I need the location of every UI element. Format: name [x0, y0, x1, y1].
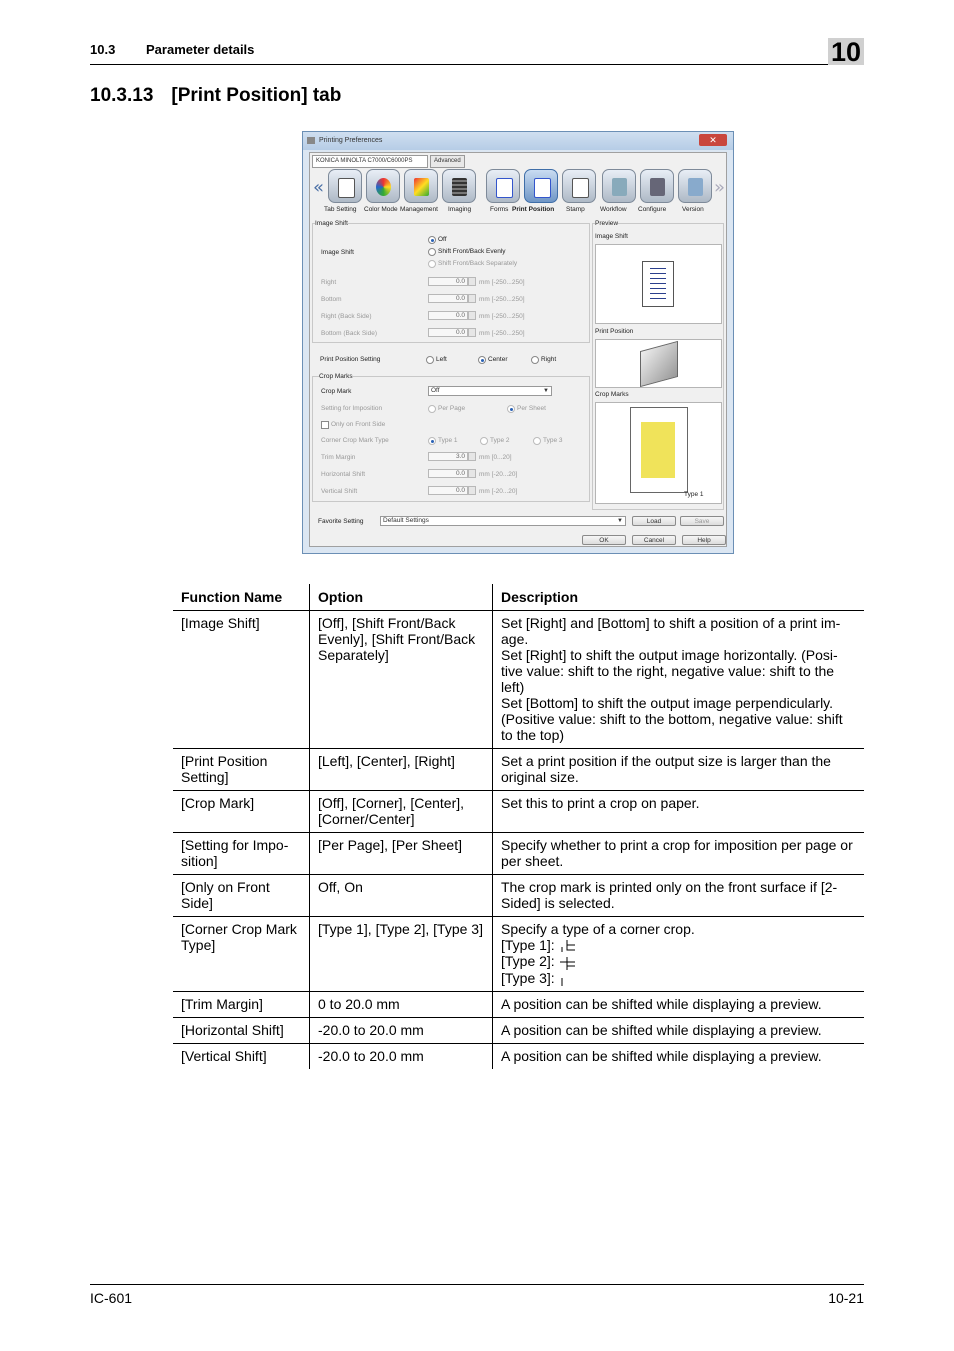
ok-button[interactable]: OK — [582, 535, 626, 545]
shift-evenly-radio[interactable] — [428, 248, 436, 256]
table-row — [173, 833, 864, 875]
function-name-cell: [Crop Mark] — [173, 791, 310, 833]
per-page-radio[interactable] — [428, 405, 436, 413]
field-label: Bottom — [321, 296, 342, 303]
range-label: mm [-20...20] — [479, 488, 518, 495]
preview-group — [592, 220, 724, 510]
scroll-right-icon[interactable]: » — [714, 177, 726, 198]
option-cell: -20.0 to 20.0 mm — [310, 1043, 493, 1069]
table-row — [173, 875, 864, 917]
tab-setting-button[interactable] — [328, 169, 362, 203]
footer-product: IC-601 — [90, 1290, 133, 1306]
section-number: 10.3 — [90, 42, 116, 57]
field-label: Horizontal Shift — [321, 471, 366, 478]
field-label: Bottom (Back Side) — [321, 330, 377, 337]
dialog-title: Printing Preferences — [319, 137, 383, 144]
image-shift-off-radio[interactable] — [428, 236, 436, 244]
option-cell: [Left], [Center], [Right] — [310, 749, 493, 791]
field-label: Vertical Shift — [321, 488, 358, 495]
function-name-cell: [Setting for Impo-sition] — [173, 833, 310, 875]
crop-mark-select[interactable] — [428, 386, 552, 396]
toolbar-label: Tab Setting — [324, 206, 357, 213]
page-thumbnail — [642, 261, 674, 307]
description-cell — [493, 611, 865, 749]
toolbar-label: Print Position — [512, 206, 555, 213]
print-area — [641, 422, 675, 478]
description-cell — [493, 917, 865, 992]
favorite-select[interactable] — [380, 516, 626, 526]
image-shift-group-title: Image Shift — [315, 220, 348, 227]
field-label: Right — [321, 279, 337, 286]
image-shift-label: Image Shift — [321, 249, 354, 256]
toolbar-label: Version — [682, 206, 704, 213]
printer-icon — [307, 137, 315, 144]
column-header: Description — [493, 584, 865, 611]
color-mode-button[interactable] — [366, 169, 400, 203]
function-name-cell: [Trim Margin] — [173, 991, 310, 1017]
type-label: [Type 3]: — [501, 969, 555, 986]
workflow-button[interactable] — [602, 169, 636, 203]
column-header: Function Name — [173, 584, 310, 611]
type2-radio[interactable] — [480, 437, 488, 445]
right-input[interactable]: 0.0 — [428, 277, 468, 286]
tab-printer[interactable]: KONICA MINOLTA C7000/C6000PS — [312, 155, 428, 168]
function-name-cell: [Image Shift] — [173, 611, 310, 749]
radio-label: Shift Front/Back Evenly — [438, 248, 506, 255]
footer-page-number: 10-21 — [828, 1290, 864, 1306]
crop-marks-group-title: Crop Marks — [319, 373, 353, 380]
description-cell: Set this to print a crop on paper. — [493, 791, 865, 833]
function-name-cell: [Only on Front Side] — [173, 875, 310, 917]
heading-number: 10.3.13 — [90, 85, 154, 106]
table-header-row — [173, 584, 864, 611]
type3-line — [501, 970, 856, 986]
page-thumbnail — [630, 407, 688, 493]
table-row — [173, 1017, 864, 1043]
right-back-input[interactable]: 0.0 — [428, 311, 468, 320]
description-cell: The crop mark is printed only on the front surface if [2-Sided] is selected. — [493, 875, 865, 917]
toolbar-label: Color Mode — [364, 206, 398, 213]
function-toolbar — [313, 169, 726, 217]
toolbar-label: Management — [400, 206, 438, 213]
shift-separately-radio[interactable] — [428, 260, 436, 268]
description-line: Set [Right] and [Bottom] to shift a position of a print im-age. — [501, 615, 841, 647]
dialog-titlebar — [303, 132, 733, 150]
favorite-value: Default Settings — [383, 517, 429, 524]
chevron-down-icon: ▼ — [617, 518, 623, 524]
table-row — [173, 749, 864, 791]
preview-print-position-label: Print Position — [595, 328, 634, 335]
function-name-cell: [Vertical Shift] — [181, 1047, 267, 1064]
print-position-preview — [595, 339, 722, 388]
vertical-shift-input[interactable]: 0.0 — [428, 486, 468, 495]
description-line: Specify a type of a corner crop. — [501, 921, 695, 937]
trim-margin-spinner[interactable] — [468, 452, 476, 461]
close-button[interactable]: ✕ — [699, 134, 727, 146]
toolbar-label: Configure — [638, 206, 667, 213]
type3-radio[interactable] — [533, 437, 541, 445]
section-title: Parameter details — [146, 42, 255, 57]
table-row — [173, 611, 864, 749]
description-line: Set [Bottom] to shift the output image perpendicularly. (Positive value: shift to the bottom, negative value: shift to the top) — [501, 695, 843, 743]
image-shift-group — [312, 220, 590, 343]
radio-label: Shift Front/Back Separately — [438, 260, 518, 267]
horizontal-shift-spinner[interactable] — [468, 469, 476, 478]
print-position-label: Print Position Setting — [320, 356, 381, 363]
table-row — [173, 917, 864, 992]
configure-button[interactable] — [640, 169, 674, 203]
type-label: [Type 2]: — [501, 953, 555, 970]
option-cell: 0 to 20.0 mm — [310, 991, 493, 1017]
radio-label: Type 2 — [490, 437, 510, 444]
toolbar-label: Workflow — [600, 206, 627, 213]
description-cell: Set a print position if the output size is larger than the original size. — [493, 749, 865, 791]
option-cell: [Off], [Corner], [Center], [Corner/Center] — [310, 791, 493, 833]
crop-marks-group — [312, 373, 590, 502]
only-front-label: Only on Front Side — [331, 421, 386, 428]
description-cell: A position can be shifted while displaying a preview. — [493, 1017, 865, 1043]
corner-crop-type3-icon — [559, 972, 575, 986]
corner-label: Corner Crop Mark Type — [321, 437, 389, 444]
option-cell: [Off], [Shift Front/Back Evenly], [Shift Front/Back Separately] — [310, 611, 493, 749]
management-button[interactable] — [404, 169, 438, 203]
trim-margin-input[interactable]: 3.0 — [428, 452, 468, 461]
corner-crop-type2-icon — [559, 956, 575, 970]
radio-label: Center — [488, 356, 508, 363]
toolbar-label: Forms — [490, 206, 509, 213]
dialog-body — [309, 152, 727, 547]
imposition-label: Setting for Imposition — [321, 405, 383, 412]
preview-image-shift-label: Image Shift — [595, 233, 628, 240]
only-front-checkbox[interactable] — [321, 421, 329, 429]
radio-label: Left — [436, 356, 447, 363]
function-name-cell: [Horizontal Shift] — [173, 1017, 310, 1043]
range-label: mm [-250...250] — [479, 296, 525, 303]
table-row — [173, 991, 864, 1017]
save-button[interactable]: Save — [680, 516, 724, 526]
crop-mark-label: Crop Mark — [321, 388, 352, 395]
printer-icon — [640, 341, 678, 387]
option-cell: [Per Page], [Per Sheet] — [310, 833, 493, 875]
field-label: Trim Margin — [321, 454, 356, 461]
bottom-input[interactable]: 0.0 — [428, 294, 468, 303]
position-left-radio[interactable] — [426, 356, 434, 364]
footer-rule — [90, 1284, 864, 1285]
table-row — [173, 1043, 864, 1069]
range-label: mm [-250...250] — [479, 279, 525, 286]
scroll-left-icon[interactable]: « — [313, 177, 325, 198]
type1-radio[interactable] — [428, 437, 436, 445]
description-cell: A position can be shifted while displaying a preview. — [493, 1043, 865, 1069]
chapter-number: 10 — [828, 38, 864, 65]
radio-label: Type 1 — [438, 437, 458, 444]
right-spinner[interactable] — [468, 277, 476, 286]
function-name-cell: [Corner Crop Mark Type] — [173, 917, 310, 992]
heading-title: [Print Position] tab — [171, 85, 342, 106]
preview-crop-marks-label: Crop Marks — [595, 391, 629, 398]
description-cell: Specify whether to print a crop for imposition per page or per sheet. — [493, 833, 865, 875]
crop-marks-preview — [595, 402, 722, 504]
description-cell: A position can be shifted while displaying a preview. — [493, 991, 865, 1017]
range-label: mm [-250...250] — [479, 313, 525, 320]
range-label: mm [0...20] — [479, 454, 512, 461]
description-line: Set [Right] to shift the output image horizontally. (Posi-tive value: shift to the right, negative value: shift to the left) — [501, 647, 838, 695]
cancel-button[interactable]: Cancel — [632, 535, 676, 545]
horizontal-shift-input[interactable]: 0.0 — [428, 469, 468, 478]
forms-button[interactable] — [486, 169, 520, 203]
right-back-spinner[interactable] — [468, 311, 476, 320]
page-heading — [90, 85, 341, 107]
vertical-shift-spinner[interactable] — [468, 486, 476, 495]
range-label: mm [-250...250] — [479, 330, 525, 337]
help-button[interactable]: Help — [682, 535, 726, 545]
radio-label: Type 3 — [543, 437, 563, 444]
print-position-button[interactable] — [524, 169, 558, 203]
per-sheet-radio[interactable] — [507, 405, 515, 413]
header-rule — [90, 64, 864, 65]
corner-crop-type1-icon — [559, 939, 575, 953]
type1-line — [501, 937, 856, 953]
range-label: mm [-20...20] — [479, 471, 518, 478]
bottom-back-spinner[interactable] — [468, 328, 476, 337]
toolbar-label: Imaging — [448, 206, 472, 213]
column-header: Option — [310, 584, 493, 611]
toolbar-label: Stamp — [566, 206, 585, 213]
radio-label: Per Sheet — [517, 405, 546, 412]
position-right-radio[interactable] — [531, 356, 539, 364]
version-button[interactable] — [678, 169, 712, 203]
function-table — [173, 584, 864, 1069]
imaging-button[interactable] — [442, 169, 476, 203]
preview-title: Preview — [595, 220, 619, 227]
chevron-down-icon: ▼ — [543, 388, 549, 394]
printing-preferences-dialog — [302, 131, 734, 554]
type-label: [Type 1]: — [501, 937, 555, 953]
bottom-spinner[interactable] — [468, 294, 476, 303]
position-center-radio[interactable] — [478, 356, 486, 364]
option-cell: -20.0 to 20.0 mm — [310, 1017, 493, 1043]
bottom-back-input[interactable]: 0.0 — [428, 328, 468, 337]
option-cell: [Type 1], [Type 2], [Type 3] — [310, 917, 493, 992]
radio-label: Right — [541, 356, 557, 363]
table-row — [173, 791, 864, 833]
load-button[interactable]: Load — [632, 516, 676, 526]
radio-label: Off — [438, 236, 447, 243]
crop-mark-value: Off — [431, 387, 440, 394]
radio-label: Per Page — [438, 405, 466, 412]
tab-advanced[interactable]: Advanced — [430, 155, 465, 168]
field-label: Right (Back Side) — [321, 313, 372, 320]
image-shift-preview — [595, 244, 722, 324]
favorite-label: Favorite Setting — [318, 518, 364, 525]
type2-line — [501, 953, 856, 969]
crop-type-label: Type 1 — [684, 491, 704, 498]
function-name-cell: [Print Position Setting] — [173, 749, 310, 791]
option-cell: Off, On — [310, 875, 493, 917]
stamp-button[interactable] — [562, 169, 596, 203]
